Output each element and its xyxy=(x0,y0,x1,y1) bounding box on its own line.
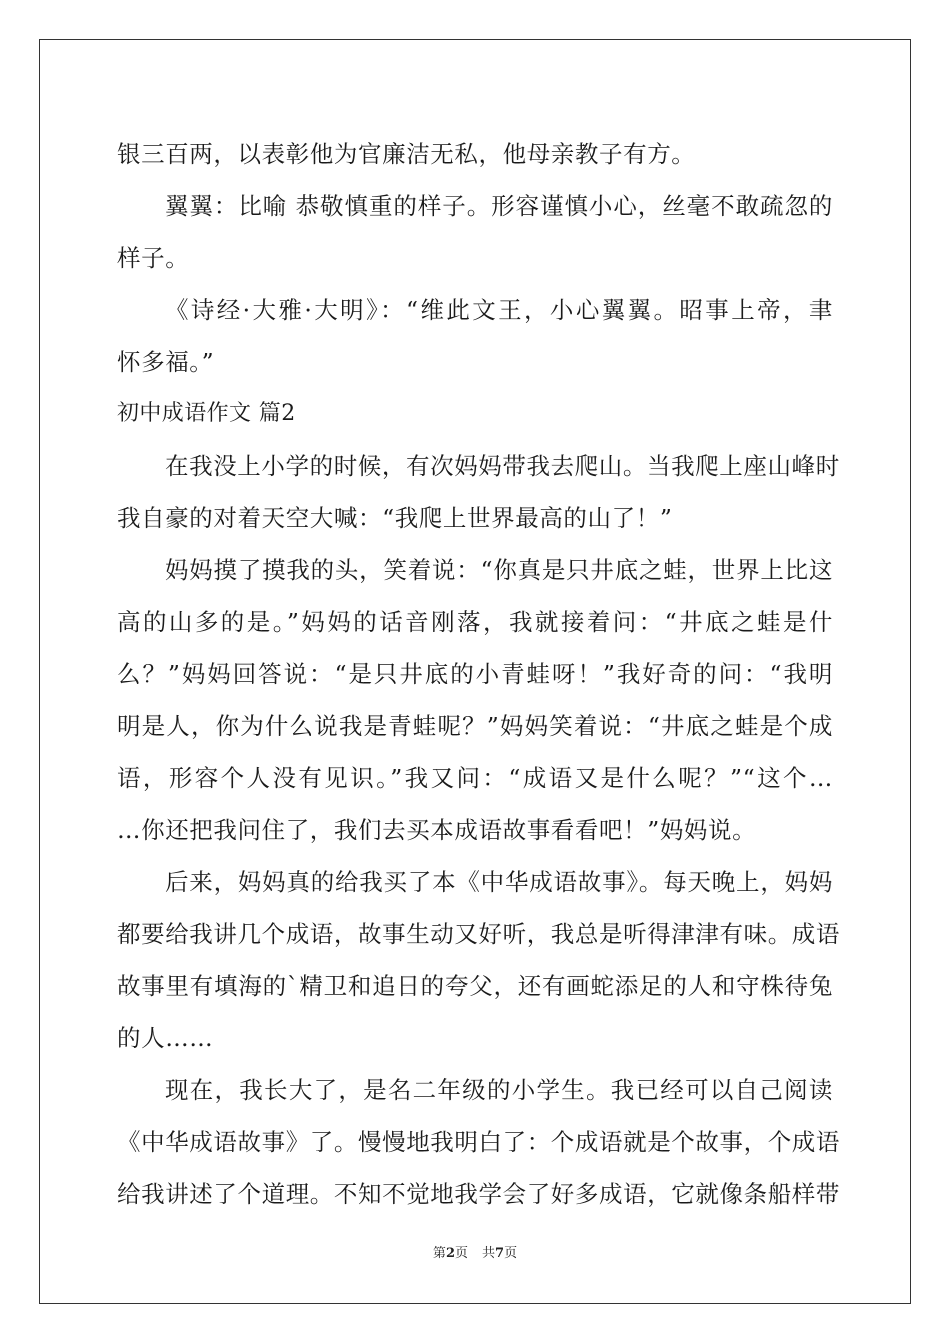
paragraph-line: 故事里有填海的`精卫和追日的夸父，还有画蛇添足的人和守株待兔 xyxy=(117,972,833,1000)
total-prefix: 共 xyxy=(482,1246,496,1261)
page-prefix: 第 xyxy=(432,1246,446,1261)
paragraph-line: 银三百两，以表彰他为官廉洁无私，他母亲教子有方。 xyxy=(117,140,696,168)
paragraph-line: 明是人，你为什么说我是青蛙呢？”妈妈笑着说：“井底之蛙是个成 xyxy=(117,712,833,740)
paragraph-line: 的人…… xyxy=(117,1024,214,1052)
paragraph-line: 语，形容个人没有见识。”我又问：“成语又是什么呢？”“这个… xyxy=(117,764,833,792)
paragraph-line: 在我没上小学的时候，有次妈妈带我去爬山。当我爬上座山峰时 xyxy=(165,452,840,480)
paragraph-line: 么？”妈妈回答说：“是只井底的小青蛙呀！”我好奇的问：“我明 xyxy=(117,660,833,688)
paragraph-line: …你还把我问住了，我们去买本成语故事看看吧！”妈妈说。 xyxy=(117,816,757,844)
paragraph-line: 样子。 xyxy=(117,244,190,272)
document-body xyxy=(117,128,840,1220)
page-total: 7 xyxy=(495,1246,505,1261)
paragraph-line: 高的山多的是。”妈妈的话音刚落，我就接着问：“井底之蛙是什 xyxy=(117,608,833,636)
paragraph-line: 都要给我讲几个成语，故事生动又好听，我总是听得津津有味。成语 xyxy=(117,920,840,948)
section-heading: 初中成语作文 篇2 xyxy=(117,401,296,426)
page-suffix: 页 xyxy=(454,1246,468,1261)
paragraph-line: 我自豪的对着天空大喊：“我爬上世界最高的山了！” xyxy=(117,504,673,532)
paragraph-line: 现在，我长大了，是名二年级的小学生。我已经可以自己阅读 xyxy=(165,1076,833,1104)
paragraph-line: 给我讲述了个道理。不知不觉地我学会了好多成语，它就像条船样带 xyxy=(117,1180,840,1208)
paragraph-line: 翼翼：比喻 恭敬慎重的样子。形容谨慎小心，丝毫不敢疏忽的 xyxy=(165,192,833,220)
page-current: 2 xyxy=(445,1246,455,1261)
total-suffix: 页 xyxy=(504,1246,518,1261)
paragraph-line: 《中华成语故事》了。慢慢地我明白了：个成语就是个故事，个成语 xyxy=(117,1128,840,1156)
page-footer xyxy=(0,1242,950,1261)
paragraph-line: 怀多福。” xyxy=(117,348,215,376)
paragraph-line: 后来，妈妈真的给我买了本《中华成语故事》。每天晚上，妈妈 xyxy=(165,868,833,896)
paragraph-line: 《诗经·大雅·大明》：“维此文王，小心翼翼。昭事上帝，聿 xyxy=(165,296,833,324)
paragraph-line: 妈妈摸了摸我的头，笑着说：“你真是只井底之蛙，世界上比这 xyxy=(165,556,833,584)
